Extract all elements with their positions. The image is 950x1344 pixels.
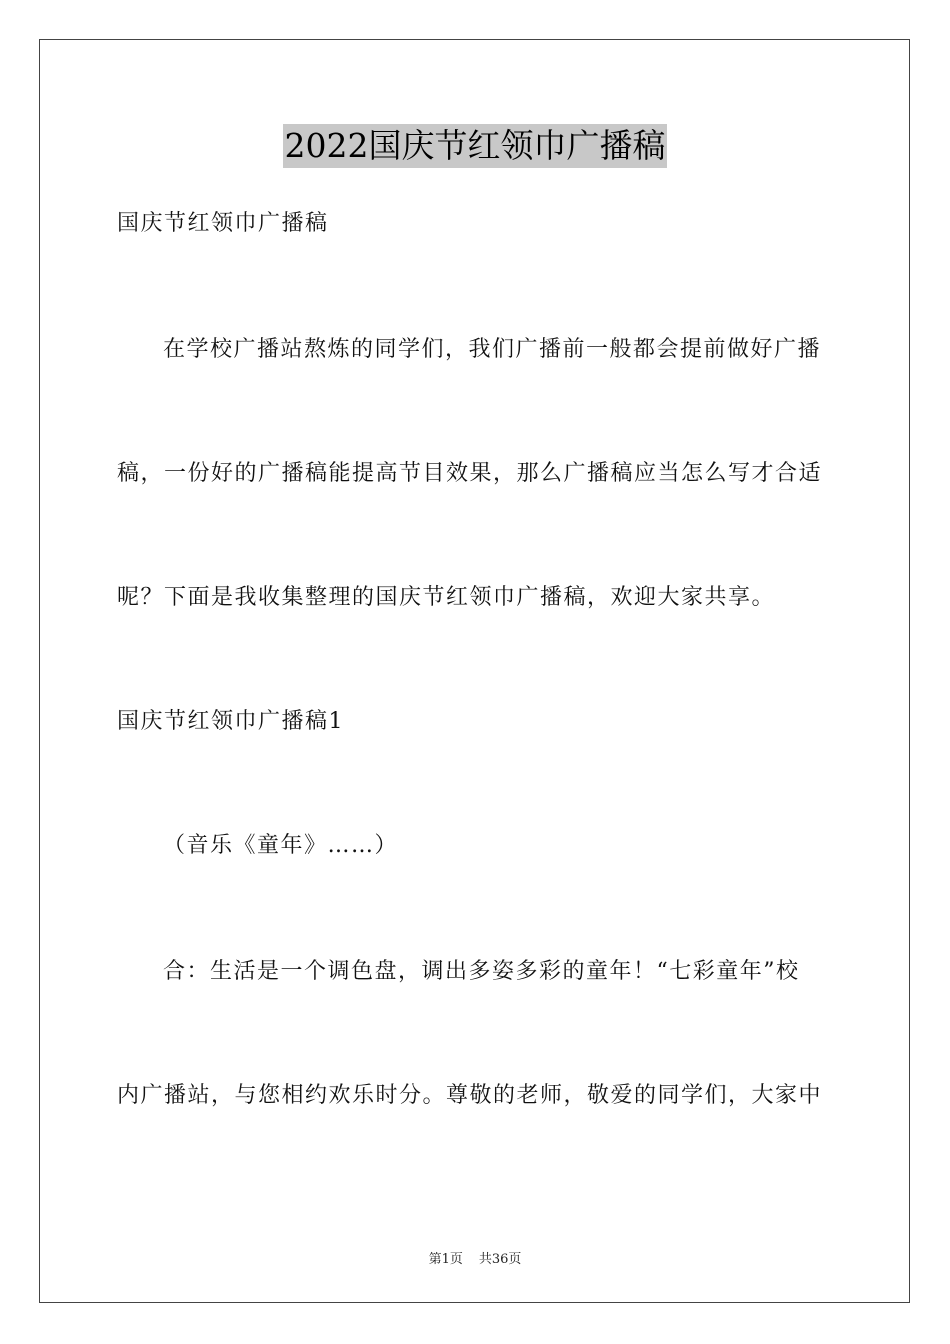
- music-note-line: （音乐《童年》……）: [163, 833, 399, 858]
- paragraph-line-5: 内广播站，与您相约欢乐时分。尊敬的老师，敬爱的同学们，大家中: [117, 1083, 823, 1108]
- paragraph-line-4: 合：生活是一个调色盘，调出多姿多彩的童年！“七彩童年”校: [163, 959, 800, 984]
- document-title: 2022国庆节红领巾广播稿: [283, 124, 668, 168]
- paragraph-line-2: 稿，一份好的广播稿能提高节目效果，那么广播稿应当怎么写才合适: [117, 461, 823, 486]
- title-container: [0, 124, 950, 168]
- page-total: 共36页: [478, 1252, 522, 1267]
- section-heading: 国庆节红领巾广播稿1: [117, 709, 344, 734]
- page-footer: [0, 1248, 950, 1267]
- paragraph-line-3: 呢？下面是我收集整理的国庆节红领巾广播稿，欢迎大家共享。: [117, 585, 776, 610]
- subtitle-line: 国庆节红领巾广播稿: [117, 211, 329, 236]
- page-number: 第1页: [428, 1252, 463, 1267]
- paragraph-line-1: 在学校广播站熬炼的同学们，我们广播前一般都会提前做好广播: [163, 337, 822, 362]
